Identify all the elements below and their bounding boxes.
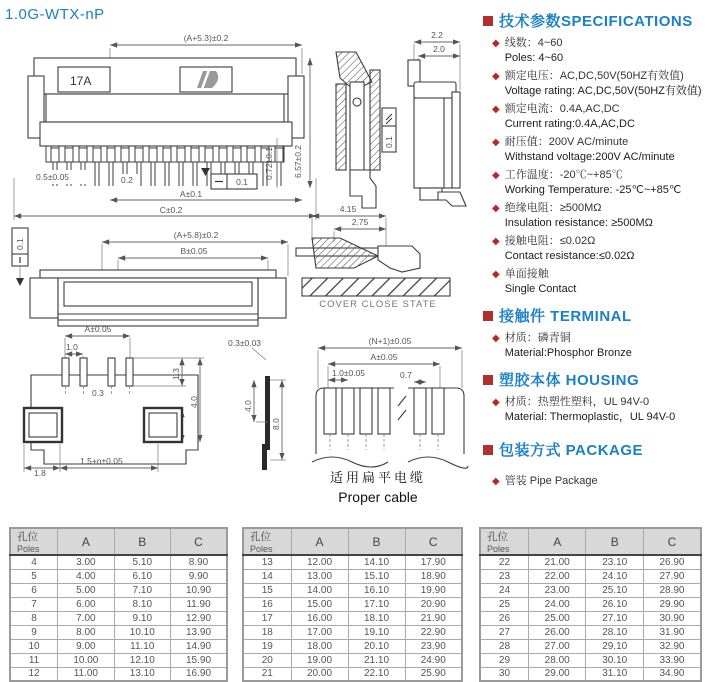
specs-column	[483, 2, 708, 492]
table-cell: 17.90	[405, 555, 462, 569]
table-row	[243, 583, 462, 597]
table-cell: 19.10	[348, 625, 405, 639]
square-bullet-icon	[483, 16, 493, 26]
spec-item-voltage	[483, 69, 708, 99]
table-cell: 30.90	[643, 611, 701, 625]
table-cell: 6.10	[114, 569, 170, 583]
spec-zh: 管装 Pipe Package	[504, 475, 598, 487]
table-cell: 9.00	[58, 639, 114, 653]
dimension-label: (A+5.8)±0.2	[173, 230, 219, 240]
spec-zh: 额定电压：AC,DC,50V(50HZ有效值)	[504, 70, 684, 82]
section-title: 接触件 TERMINAL	[499, 308, 632, 325]
dimension-label: 4.0	[243, 400, 253, 412]
dimension-label: 4.15	[339, 204, 357, 214]
diamond-bullet-icon: ◆	[492, 476, 500, 487]
spec-en: Insulation resistance: ≥500MΩ	[504, 217, 653, 229]
spec-item-working-temperature	[483, 168, 708, 198]
table-cell: 14.10	[348, 555, 405, 569]
col-header-a: A	[528, 528, 586, 555]
dimension-label: C±0.2	[159, 205, 183, 215]
table-cell: 8	[10, 611, 58, 625]
section-header-package	[483, 439, 708, 460]
table-cell: 7	[10, 597, 58, 611]
table-cell: 7.00	[58, 611, 114, 625]
table-row	[243, 597, 462, 611]
table-cell: 13.10	[114, 667, 170, 681]
table-cell: 28.10	[586, 625, 644, 639]
section-title: 塑胶本体 HOUSING	[499, 372, 640, 389]
section-header-housing	[483, 369, 708, 390]
spec-zh: 接触电阻：≤0.02Ω	[504, 235, 596, 247]
tolerance-frame	[211, 174, 257, 189]
table-cell: 11.00	[58, 667, 114, 681]
table-cell: 14	[243, 569, 291, 583]
table-cell: 23.00	[528, 583, 586, 597]
table-cell: 4	[10, 555, 58, 569]
col-header-b: B	[586, 528, 644, 555]
table-cell: 5	[10, 569, 58, 583]
table-cell: 28.00	[528, 653, 586, 667]
col-header-b: B	[348, 528, 405, 555]
table-row	[480, 653, 701, 667]
table-cell: 18	[243, 625, 291, 639]
spec-zh: 绝缘电阻：≥500MΩ	[504, 202, 602, 214]
cover-close-drawing	[294, 202, 462, 308]
spec-zh: 线数：4~60	[504, 37, 563, 49]
spec-zh: 工作温度：-20℃~+85℃	[504, 169, 623, 181]
spec-en: Current rating:0.4A,AC,DC	[504, 118, 635, 130]
table-cell: 9.90	[171, 569, 228, 583]
table-cell: 14.90	[171, 639, 228, 653]
side-view-drawing	[394, 30, 478, 220]
table-row	[243, 653, 462, 667]
table-cell: 12.10	[114, 653, 170, 667]
table-cell: 22.90	[405, 625, 462, 639]
table-cell: 21	[243, 667, 291, 681]
diamond-bullet-icon: ◆	[492, 269, 500, 280]
square-bullet-icon	[483, 311, 493, 321]
table-cell: 26.90	[643, 555, 701, 569]
spec-zh: 单面接触	[504, 268, 549, 280]
table-row	[10, 569, 227, 583]
table-cell: 9	[10, 625, 58, 639]
diamond-bullet-icon: ◆	[492, 104, 500, 115]
table-cell: 13.90	[171, 625, 228, 639]
table-row	[10, 667, 227, 681]
table-cell: 11.90	[171, 597, 228, 611]
table-cell: 30	[480, 667, 528, 681]
col-header-a: A	[291, 528, 348, 555]
col-header-poles: 孔位 Poles	[480, 528, 528, 555]
mold-mark-label: 17A	[70, 74, 92, 88]
table-cell: 10	[10, 639, 58, 653]
table-cell: 5.00	[58, 583, 114, 597]
section-header-specifications	[483, 10, 708, 31]
dimension-label: 1.0	[66, 342, 78, 352]
dimension-label: 1.8	[34, 468, 46, 478]
drawing-caption: 适用扁平电缆	[329, 470, 427, 485]
spec-en: Material:Phosphor Bronze	[504, 347, 632, 359]
open-state-drawing	[4, 226, 296, 332]
section-title: 技术参数SPECIFICATIONS	[499, 13, 693, 30]
table-cell: 6	[10, 583, 58, 597]
spec-item-terminal-material	[483, 331, 708, 361]
table-cell: 24.90	[405, 653, 462, 667]
table-cell: 16	[243, 597, 291, 611]
table-cell: 27.00	[528, 639, 586, 653]
dimension-label: 0.1	[384, 136, 394, 148]
table-cell: 19	[243, 639, 291, 653]
table-row	[480, 583, 701, 597]
table-row	[243, 611, 462, 625]
spec-en: Poles: 4~60	[504, 52, 564, 64]
dimension-label: A±0.1	[179, 189, 203, 199]
table-cell: 13	[243, 555, 291, 569]
table-cell: 21.00	[528, 555, 586, 569]
spec-item-single-contact	[483, 267, 708, 297]
table-cell: 20.00	[291, 667, 348, 681]
table-cell: 25.00	[528, 611, 586, 625]
dimension-label: (N+1)±0.05	[368, 336, 412, 346]
table-cell: 15.00	[291, 597, 348, 611]
spec-item-insulation-resistance	[483, 201, 708, 231]
dimension-label: 0.1	[15, 238, 25, 250]
table-cell: 23.90	[405, 639, 462, 653]
table-row	[10, 653, 227, 667]
table-cell: 22	[480, 555, 528, 569]
dimension-label: 0.3±0.03	[228, 338, 262, 348]
table-cell: 8.90	[171, 555, 228, 569]
section-title: 包装方式 PACKAGE	[499, 442, 644, 459]
table-row	[10, 555, 227, 569]
table-cell: 8.10	[114, 597, 170, 611]
table-cell: 21.90	[405, 611, 462, 625]
dimension-label: 0.2	[121, 175, 133, 185]
table-cell: 17.10	[348, 597, 405, 611]
dimension-label: 0.72±0.1	[264, 146, 274, 180]
side-section-drawing	[330, 50, 402, 220]
dimension-label: 2.0	[433, 44, 445, 54]
table-cell: 4.00	[58, 569, 114, 583]
diamond-bullet-icon: ◆	[492, 170, 500, 181]
dimension-label: 0.1	[236, 177, 248, 187]
col-header-c: C	[405, 528, 462, 555]
spec-item-contact-resistance	[483, 234, 708, 264]
table-cell: 23.10	[586, 555, 644, 569]
poles-table-3	[479, 527, 702, 682]
table-cell: 27.10	[586, 611, 644, 625]
table-cell: 22.10	[348, 667, 405, 681]
table-cell: 24	[480, 583, 528, 597]
drawing-caption: COVER CLOSE STATE	[319, 299, 437, 308]
dimension-label: 1.5+n±0.05	[80, 456, 123, 466]
table-row	[10, 583, 227, 597]
table-row	[243, 555, 462, 569]
diamond-bullet-icon: ◆	[492, 236, 500, 247]
table-cell: 28	[480, 639, 528, 653]
diamond-bullet-icon: ◆	[492, 333, 500, 344]
cable-drawing	[228, 330, 470, 508]
spec-item-poles	[483, 36, 708, 66]
table-row	[243, 569, 462, 583]
dimension-label: B±0.05	[180, 246, 208, 256]
spec-zh: 材质：热塑性塑料，UL 94V-0	[504, 396, 650, 408]
table-cell: 7.10	[114, 583, 170, 597]
table-cell: 10.90	[171, 583, 228, 597]
dimension-label: A±0.05	[84, 324, 112, 334]
col-header-c: C	[171, 528, 228, 555]
table-row	[480, 555, 701, 569]
dimension-label: A±0.05	[370, 352, 398, 362]
spec-en: Material: Thermoplastic，UL 94V-0	[504, 411, 676, 423]
table-cell: 22.00	[528, 569, 586, 583]
table-cell: 18.90	[405, 569, 462, 583]
spec-item-package	[483, 474, 708, 489]
table-row	[243, 667, 462, 681]
poles-table-1	[9, 527, 228, 682]
table-cell: 10.10	[114, 625, 170, 639]
table-row	[480, 667, 701, 681]
table-cell: 21.10	[348, 653, 405, 667]
table-cell: 3.00	[58, 555, 114, 569]
table-cell: 30.10	[586, 653, 644, 667]
dimension-tables	[9, 527, 702, 682]
table-row	[480, 639, 701, 653]
part-number-title: 1.0G-WTX-nP	[5, 6, 105, 23]
table-cell: 18.00	[291, 639, 348, 653]
spec-zh: 材质：磷青铜	[504, 332, 571, 344]
drawing-caption: Proper cable	[338, 489, 418, 505]
table-cell: 33.90	[643, 653, 701, 667]
table-cell: 29.00	[528, 667, 586, 681]
table-row	[10, 625, 227, 639]
table-cell: 11.10	[114, 639, 170, 653]
table-cell: 15.90	[171, 653, 228, 667]
square-bullet-icon	[483, 375, 493, 385]
table-cell: 12	[10, 667, 58, 681]
diamond-bullet-icon: ◆	[492, 203, 500, 214]
table-cell: 19.90	[405, 583, 462, 597]
diamond-bullet-icon: ◆	[492, 38, 500, 49]
table-cell: 17.00	[291, 625, 348, 639]
dimension-label: 8.0	[271, 418, 281, 430]
table-row	[480, 625, 701, 639]
spec-en: Withstand voltage:200V AC/minute	[504, 151, 675, 163]
table-cell: 17	[243, 611, 291, 625]
col-header-b: B	[114, 528, 170, 555]
table-row	[480, 611, 701, 625]
dimension-label: 4.0	[189, 396, 199, 408]
table-cell: 26.00	[528, 625, 586, 639]
table-cell: 20.10	[348, 639, 405, 653]
spec-en: Voltage rating: AC,DC,50V(50HZ有效值)	[504, 85, 702, 97]
table-row	[243, 639, 462, 653]
table-cell: 6.00	[58, 597, 114, 611]
table-cell: 5.10	[114, 555, 170, 569]
spec-item-current	[483, 102, 708, 132]
table-cell: 25	[480, 597, 528, 611]
col-header-a: A	[58, 528, 114, 555]
table-cell: 27.90	[643, 569, 701, 583]
col-header-poles: 孔位 Poles	[10, 528, 58, 555]
table-row	[480, 597, 701, 611]
table-cell: 26.10	[586, 597, 644, 611]
table-row	[480, 569, 701, 583]
spec-en: Working Temperature: -25℃~+85℃	[504, 184, 682, 196]
table-cell: 31.10	[586, 667, 644, 681]
table-cell: 16.90	[171, 667, 228, 681]
table-cell: 28.90	[643, 583, 701, 597]
table-cell: 32.90	[643, 639, 701, 653]
table-cell: 25.10	[586, 583, 644, 597]
spec-item-withstand-voltage	[483, 135, 708, 165]
spec-item-housing-material	[483, 395, 708, 425]
col-header-poles: 孔位 Poles	[243, 528, 291, 555]
table-cell: 23	[480, 569, 528, 583]
table-cell: 27	[480, 625, 528, 639]
table-cell: 14.00	[291, 583, 348, 597]
diamond-bullet-icon: ◆	[492, 71, 500, 82]
dimension-label: (A+5.3)±0.2	[183, 33, 229, 43]
table-cell: 20	[243, 653, 291, 667]
table-cell: 16.00	[291, 611, 348, 625]
dimension-label: 0.5±0.05	[36, 172, 70, 182]
table-cell: 26	[480, 611, 528, 625]
table-cell: 19.00	[291, 653, 348, 667]
table-cell: 20.90	[405, 597, 462, 611]
dimension-label: 2.2	[431, 30, 443, 40]
table-row	[10, 597, 227, 611]
dimension-label: 6.57±0.2	[293, 144, 303, 178]
tolerance-frame	[12, 228, 28, 286]
table-cell: 29	[480, 653, 528, 667]
diamond-bullet-icon: ◆	[492, 137, 500, 148]
table-cell: 10.00	[58, 653, 114, 667]
dimension-label: 1.0±0.05	[332, 368, 366, 378]
front-view-drawing	[6, 28, 330, 224]
table-cell: 18.10	[348, 611, 405, 625]
table-row	[10, 639, 227, 653]
table-cell: 29.10	[586, 639, 644, 653]
table-cell: 31.90	[643, 625, 701, 639]
dimension-label: 0.7	[400, 370, 412, 380]
table-cell: 9.10	[114, 611, 170, 625]
table-cell: 16.10	[348, 583, 405, 597]
poles-table-2	[242, 527, 463, 682]
square-bullet-icon	[483, 445, 493, 455]
section-header-terminal	[483, 305, 708, 326]
spec-en: Contact resistance:≤0.02Ω	[504, 250, 635, 262]
table-cell: 15	[243, 583, 291, 597]
table-cell: 11	[10, 653, 58, 667]
table-cell: 24.00	[528, 597, 586, 611]
table-cell: 12.90	[171, 611, 228, 625]
table-cell: 12.00	[291, 555, 348, 569]
spec-en: Single Contact	[504, 283, 577, 295]
table-cell: 15.10	[348, 569, 405, 583]
footprint-drawing	[8, 322, 224, 480]
table-cell: 34.90	[643, 667, 701, 681]
dimension-label: 0.3	[92, 388, 104, 398]
table-row	[10, 611, 227, 625]
table-row	[243, 625, 462, 639]
spec-zh: 耐压值：200V AC/minute	[504, 136, 629, 148]
table-cell: 29.90	[643, 597, 701, 611]
spec-zh: 额定电流：0.4A,AC,DC	[504, 103, 620, 115]
table-cell: 8.00	[58, 625, 114, 639]
table-cell: 24.10	[586, 569, 644, 583]
table-cell: 25.90	[405, 667, 462, 681]
diamond-bullet-icon: ◆	[492, 397, 500, 408]
col-header-c: C	[643, 528, 701, 555]
table-cell: 13.00	[291, 569, 348, 583]
dimension-label: 1.3	[171, 368, 181, 380]
dimension-label: 2.75	[351, 217, 369, 227]
